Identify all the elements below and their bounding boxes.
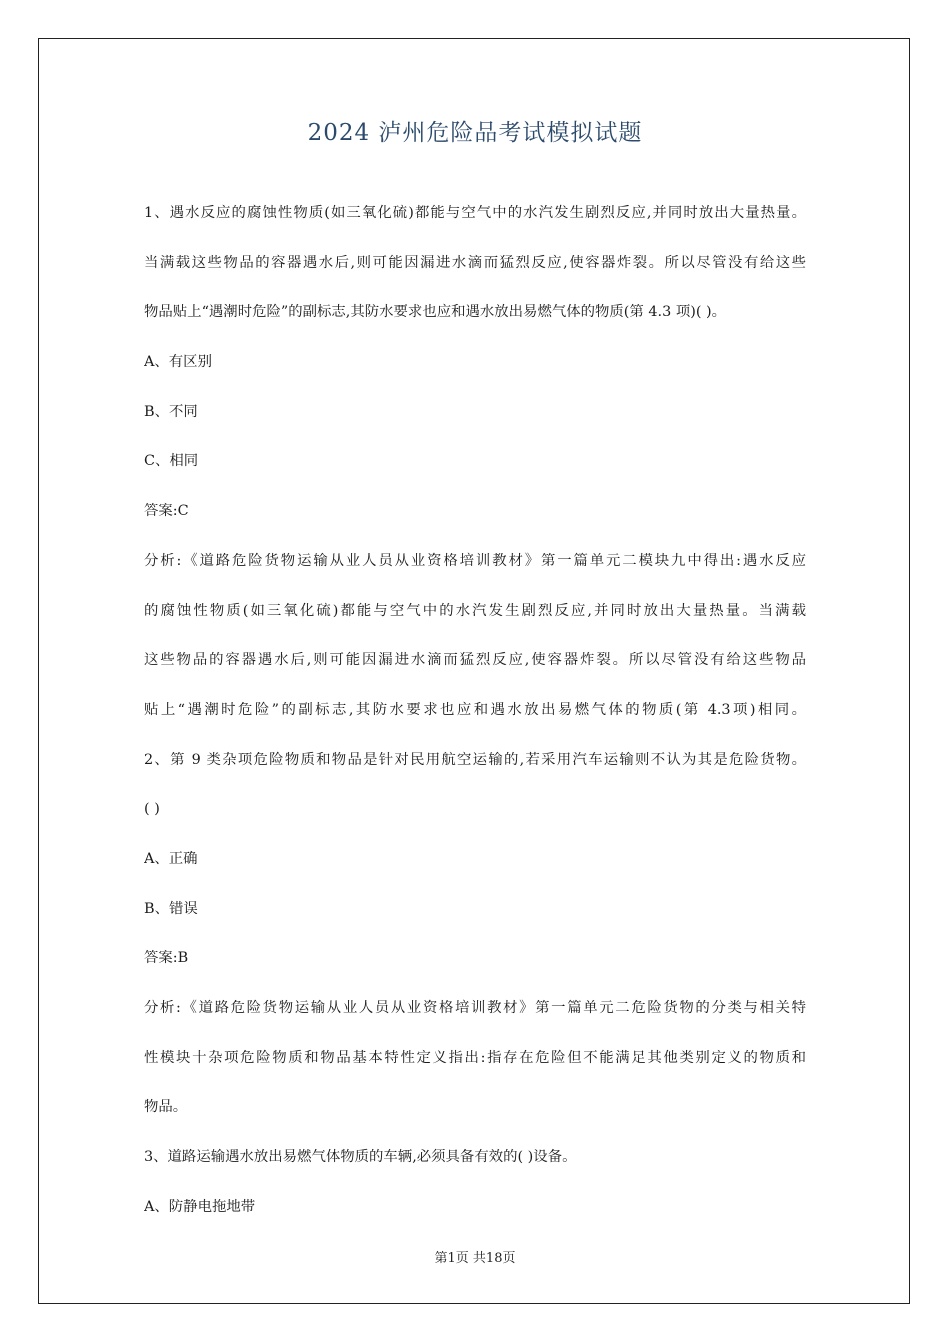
question-1-option-c: C、相同 [144, 453, 199, 470]
document-title: 2024 泸州危险品考试模拟试题 [307, 120, 643, 146]
question-2-option-b: B、错误 [144, 900, 198, 917]
question-1-analysis-line-3: 这些物品的容器遇水后,则可能因漏进水滴而猛烈反应,使容器炸裂。所以尽管没有给这些物品 [144, 652, 806, 669]
page-number-footer: 第1页 共18页 [434, 1251, 516, 1266]
question-1-option-a: A、有区别 [144, 354, 212, 371]
question-1-text-line-2: 当满载这些物品的容器遇水后,则可能因漏进水滴而猛烈反应,使容器炸裂。所以尽管没有给这些 [144, 254, 806, 271]
question-2-analysis-line-2: 性模块十杂项危险物质和物品基本特性定义指出:指存在危险但不能满足其他类别定义的物质和 [144, 1049, 806, 1066]
question-3-option-a: A、防静电拖地带 [144, 1198, 256, 1215]
question-2-text-line-1: 2、第 9 类杂项危险物质和物品是针对民用航空运输的,若采用汽车运输则不认为其是危险货物。 [144, 751, 806, 768]
question-1-analysis-line-2: 的腐蚀性物质(如三氧化硫)都能与空气中的水汽发生剧烈反应,并同时放出大量热量。当满载 [144, 602, 806, 619]
question-1-answer: 答案:C [144, 503, 189, 520]
question-1-text-line-1: 1、遇水反应的腐蚀性物质(如三氧化硫)都能与空气中的水汽发生剧烈反应,并同时放出大量热量。 [144, 205, 806, 221]
question-2-option-a: A、正确 [144, 850, 198, 867]
question-1-text-line-3: 物品贴上“遇潮时危险”的副标志,其防水要求也应和遇水放出易燃气体的物质(第 4.3 项)( )。 [144, 304, 727, 321]
question-2-analysis-line-1: 分析:《道路危险货物运输从业人员从业资格培训教材》第一篇单元二危险货物的分类与相关特 [144, 1000, 806, 1016]
document-body [144, 200, 806, 1243]
question-1-analysis-line-1: 分析:《道路危险货物运输从业人员从业资格培训教材》第一篇单元二模块九中得出:遇水反应 [144, 552, 806, 569]
question-3-text: 3、道路运输遇水放出易燃气体物质的车辆,必须具备有效的( )设备。 [144, 1149, 577, 1166]
question-2-answer: 答案:B [144, 950, 189, 967]
question-1-option-b: B、不同 [144, 403, 198, 420]
question-2-text-line-2: ( ) [144, 801, 160, 818]
question-1-analysis-line-4: 贴上“遇潮时危险”的副标志,其防水要求也应和遇水放出易燃气体的物质(第 4.3项)相同。 [144, 701, 806, 718]
question-2-analysis-line-3: 物品。 [144, 1099, 188, 1116]
